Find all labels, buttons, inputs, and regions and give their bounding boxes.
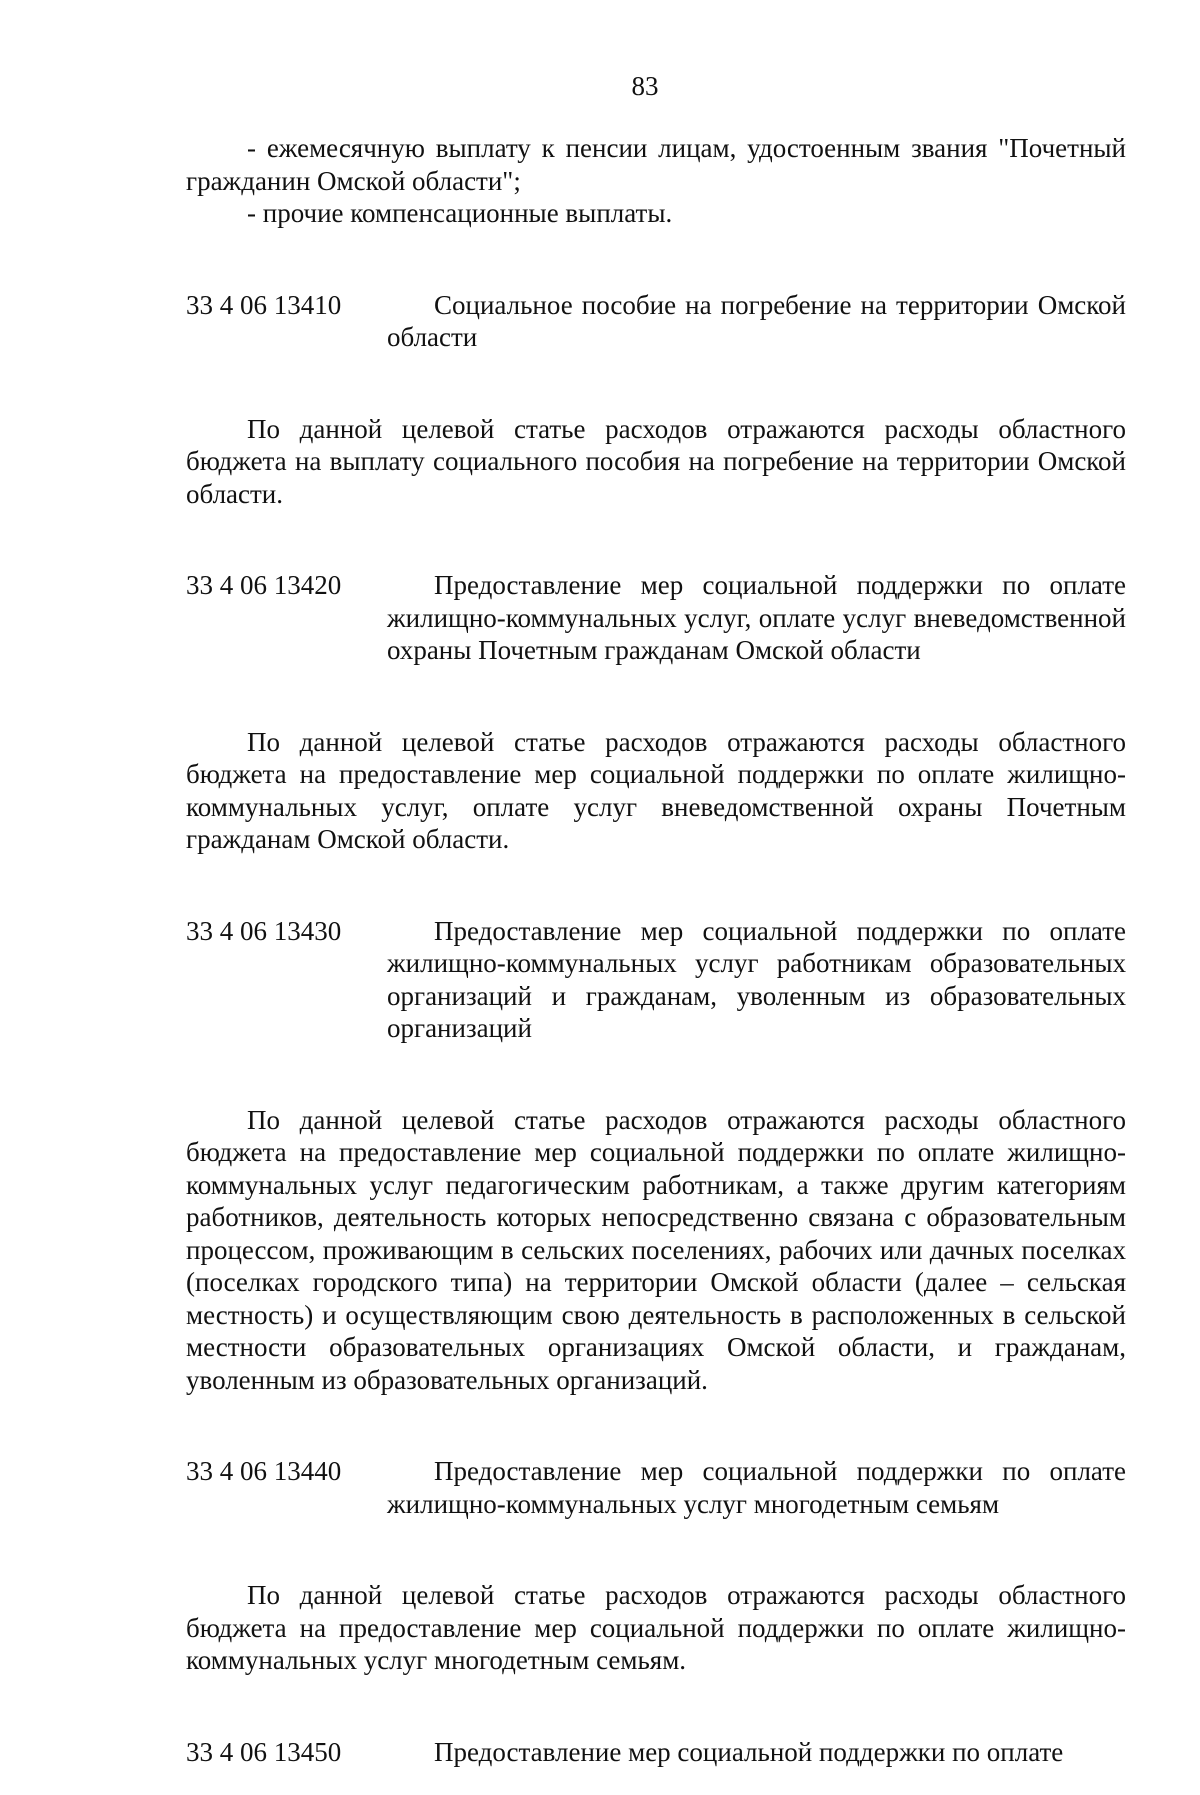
budget-item-description: По данной целевой статье расходов отражаются расходы областного бюджета на предоставление мер социальной поддержки по оплате жилищно-коммунальных услуг педагогическим работникам, а также другим категориям работников, деятельность которых непосредственно связана с образовательным процессом, проживающим в сельских поселениях, рабочих или дачных поселках (поселках городского типа) на территории Омской области (далее – сельская местность) и осуществляющим свою деятельность в расположенных в сельской местности образовательных организациях Омской области, и гражданам, уволенным из образовательных организаций.	[186, 1104, 1126, 1395]
budget-item-description: По данной целевой статье расходов отражаются расходы областного бюджета на предоставление мер социальной поддержки по оплате жилищно-коммунальных услуг многодетным семьям.	[186, 1580, 1126, 1675]
budget-item-title: Социальное пособие на погребение на территории Омской области	[387, 289, 1126, 352]
document-body	[186, 132, 1126, 1795]
budget-item-13450	[186, 1736, 1126, 1769]
budget-code: 33 4 06 13440	[186, 1456, 342, 1486]
budget-item-13420	[186, 569, 1126, 667]
budget-item-13430	[186, 915, 1126, 1045]
intro-item-other-payments: - прочие компенсационные выплаты.	[247, 198, 673, 228]
budget-item-description: По данной целевой статье расходов отражаются расходы областного бюджета на предоставление мер социальной поддержки по оплате жилищно-коммунальных услуг, оплате услуг вневедомственной охраны Почетным гражданам Омской области.	[186, 726, 1126, 854]
budget-item-title: Предоставление мер социальной поддержки по оплате жилищно-коммунальных услуг работникам образовательных организаций и гражданам, уволенным из образовательных организаций	[387, 915, 1126, 1043]
budget-item-title: Предоставление мер социальной поддержки по оплате	[434, 1736, 1064, 1767]
budget-item-title: Предоставление мер социальной поддержки по оплате жилищно-коммунальных услуг многодетным семьям	[387, 1456, 1126, 1519]
budget-item-description: По данной целевой статье расходов отражаются расходы областного бюджета на выплату социального пособия на погребение на территории Омской области.	[186, 413, 1126, 509]
budget-item-13440	[186, 1455, 1126, 1520]
budget-code: 33 4 06 13450	[186, 1736, 342, 1767]
budget-item-13410	[186, 289, 1126, 354]
page-number: 83	[631, 71, 659, 101]
budget-code: 33 4 06 13420	[186, 570, 342, 600]
budget-code: 33 4 06 13410	[186, 289, 342, 320]
intro-item-pension-payment: - ежемесячную выплату к пенсии лицам, удостоенным звания "Почетный гражданин Омской области";	[186, 133, 1126, 196]
budget-item-title: Предоставление мер социальной поддержки по оплате жилищно-коммунальных услуг, оплате услуг вневедомственной охраны Почетным гражданам Омской области	[387, 570, 1126, 665]
budget-code: 33 4 06 13430	[186, 915, 342, 946]
